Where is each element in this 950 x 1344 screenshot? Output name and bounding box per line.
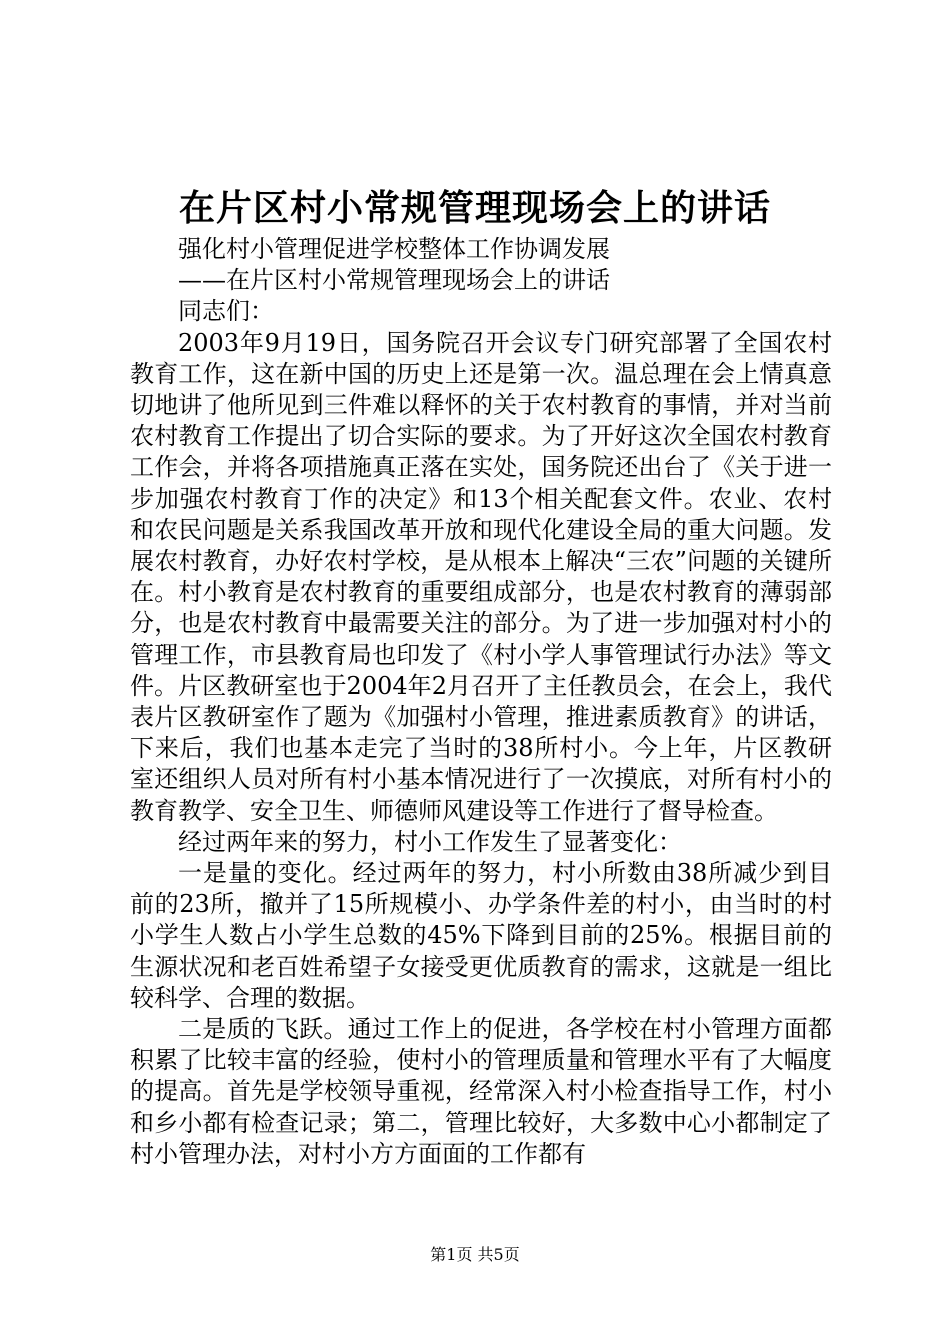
salutation: 同志们： — [178, 297, 274, 326]
document-body — [130, 234, 832, 1170]
paragraph: 2003年9月19日，国务院召开会议专门研究部署了全国农村教育工作，这在新中国的历史上还是第一次。温总理在会上情真意切地讲了他所见到三件难以释怀的关于农村教育的事情，并对当前农村教育工作提出了切合实际的要求。为了开好这次全国农村教育工作会，并将各项措施真正落在实处，国务院还出台了《关于进一步加强农村教育丁作的决定》和13个相关配套文件。农业、农村和农民问题是关系我国改革开放和现代化建设全局的重大问题。发展农村教育，办好农村学校，是从根本上解决“三农”问题的关键所在。村小教育是农村教育的重要组成部分，也是农村教育的薄弱部分，也是农村教育中最需要关注的部分。为了进一步加强对村小的管理工作，市县教育局也印发了《村小学人事管理试行办法》等文件。片区教研室也于2004年2月召开了主任教员会，在会上，我代表片区教研室作了题为《加强村小管理，推进素质教育》的讲话，下来后，我们也基本走完了当时的38所村小。今上年，片区教研室还组织人员对所有村小基本情况进行了一次摸底，对所有村小的教育教学、安全卫生、师德师风建设等工作进行了督导检查。 — [130, 328, 832, 825]
paragraph: 二是质的飞跃。通过工作上的促进，各学校在村小管理方面都积累了比较丰富的经验，使村小的管理质量和管理水平有了大幅度的提高。首先是学校领导重视，经常深入村小检查指导工作，村小和乡小都有检查记录；第二，管理比较好，大多数中心小都制定了村小管理办法，对村小方方面面的工作都有 — [130, 1015, 832, 1168]
paragraph: 经过两年来的努力，村小工作发生了显著变化： — [178, 827, 682, 856]
subtitle: 强化村小管理促进学校整体工作协调发展 — [178, 235, 610, 263]
paragraph: 一是量的变化。经过两年的努力，村小所数由38所减少到目前的23所，撤并了15所规模小、办学条件差的村小，由当时的村小学生人数占小学生总数的45%下降到目前的25%。根据目前的生源状况和老百姓希望子女接受更优质教育的需求，这就是一组比较科学、合理的数据。 — [130, 859, 832, 1012]
document-title: 在片区村小常规管理现场会上的讲话 — [178, 187, 771, 229]
page-footer: 第1页 共5页 — [430, 1245, 520, 1264]
subtitle-2: ——在片区村小常规管理现场会上的讲话 — [178, 266, 610, 295]
